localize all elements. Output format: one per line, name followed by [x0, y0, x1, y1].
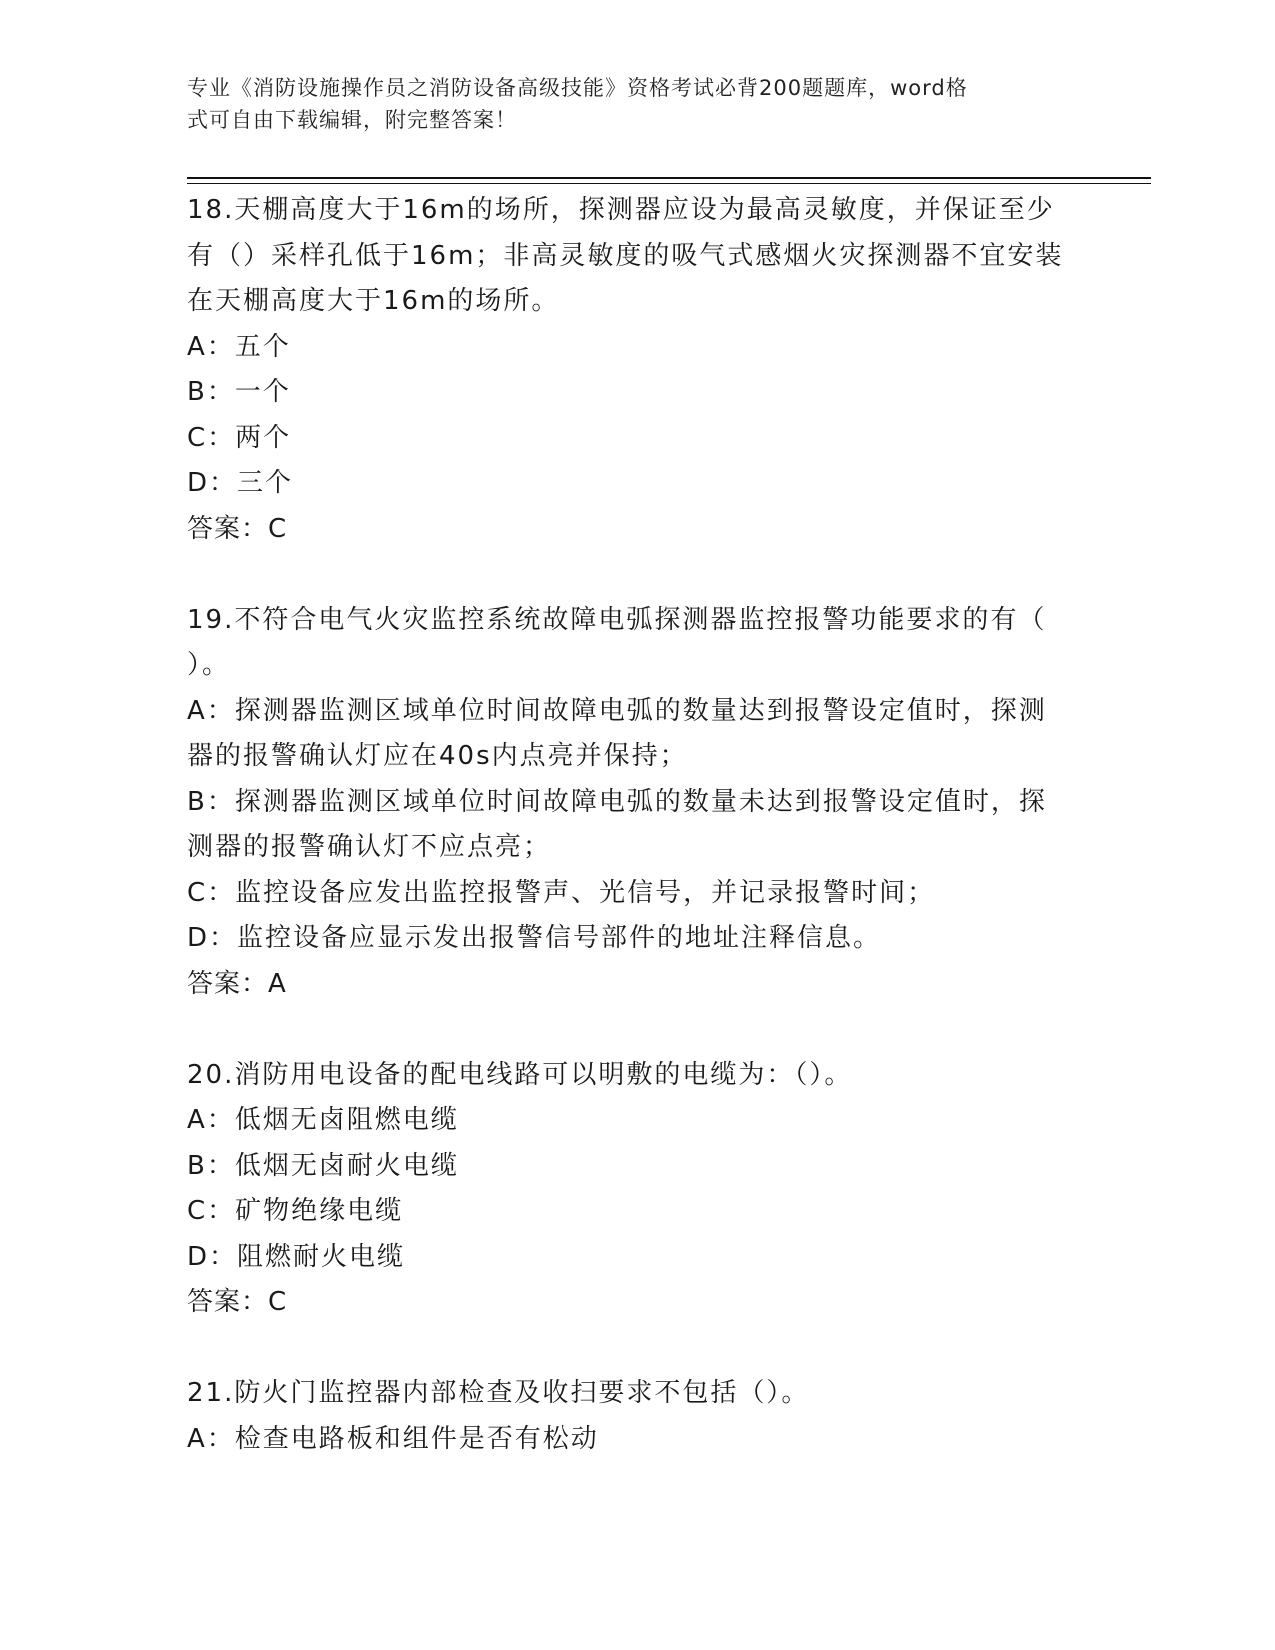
- document-header: [187, 72, 1067, 136]
- answer-key: 答案：C: [187, 1287, 288, 1317]
- answer-option-line: C：两个: [187, 422, 292, 453]
- answer-option-line: B：低烟无卤耐火电缆: [187, 1150, 459, 1181]
- question-stem-line: 20.消防用电设备的配电线路可以明敷的电缆为：（）。: [187, 1059, 853, 1090]
- answer-key: 答案：A: [187, 968, 287, 999]
- question-stem-line: 在天棚高度大于16m的场所。: [187, 286, 560, 316]
- question-block: [187, 598, 1087, 1008]
- question-stem-line: 21.防火门监控器内部检查及收扫要求不包括（）。: [187, 1378, 810, 1408]
- header-line-2: 式可自由下载编辑，附完整答案！: [187, 108, 517, 132]
- answer-option-line: B：一个: [187, 377, 291, 407]
- answer-key: 答案：C: [187, 513, 288, 544]
- answer-option-line: A：探测器监测区域单位时间故障电弧的数量达到报警设定值时，探测: [187, 695, 1047, 726]
- question-stem-line: 有（）采样孔低于16m；非高灵敏度的吸气式感烟火灾探测器不宜安装: [187, 240, 1064, 271]
- answer-option-line: A：低烟无卤阻燃电缆: [187, 1105, 459, 1135]
- answer-option-line: D：三个: [187, 468, 294, 498]
- answer-option-line: C：矿物绝缘电缆: [187, 1196, 404, 1226]
- answer-option-line: A：五个: [187, 331, 291, 362]
- header-line-1: 专业《消防设施操作员之消防设备高级技能》资格考试必背200题题库，word格: [187, 76, 968, 100]
- header-divider-thin: [187, 183, 1151, 184]
- question-block: [187, 1371, 1087, 1462]
- answer-option-line: C：监控设备应发出监控报警声、光信号，并记录报警时间；: [187, 877, 936, 908]
- answer-option-line: D：阻燃耐火电缆: [187, 1241, 406, 1272]
- answer-option-line: 测器的报警确认灯不应点亮；: [187, 832, 552, 862]
- answer-option-line: D：监控设备应显示发出报警信号部件的地址注释信息。: [187, 923, 882, 953]
- answer-option-line: 器的报警确认灯应在40s内点亮并保持；: [187, 741, 688, 771]
- answer-option-line: A：检查电路板和组件是否有松动: [187, 1423, 599, 1454]
- question-list: [187, 188, 1087, 1508]
- question-block: [187, 1053, 1087, 1326]
- answer-option-line: B：探测器监测区域单位时间故障电弧的数量未达到报警设定值时，探: [187, 786, 1047, 817]
- header-divider-thick: [187, 177, 1151, 179]
- question-block: [187, 188, 1087, 552]
- question-stem-line: 19.不符合电气火灾监控系统故障电弧探测器监控报警功能要求的有（: [187, 604, 1047, 635]
- question-stem-line: ）。: [187, 650, 231, 680]
- question-stem-line: 18.天棚高度大于16m的场所，探测器应设为最高灵敏度，并保证至少: [187, 195, 1055, 225]
